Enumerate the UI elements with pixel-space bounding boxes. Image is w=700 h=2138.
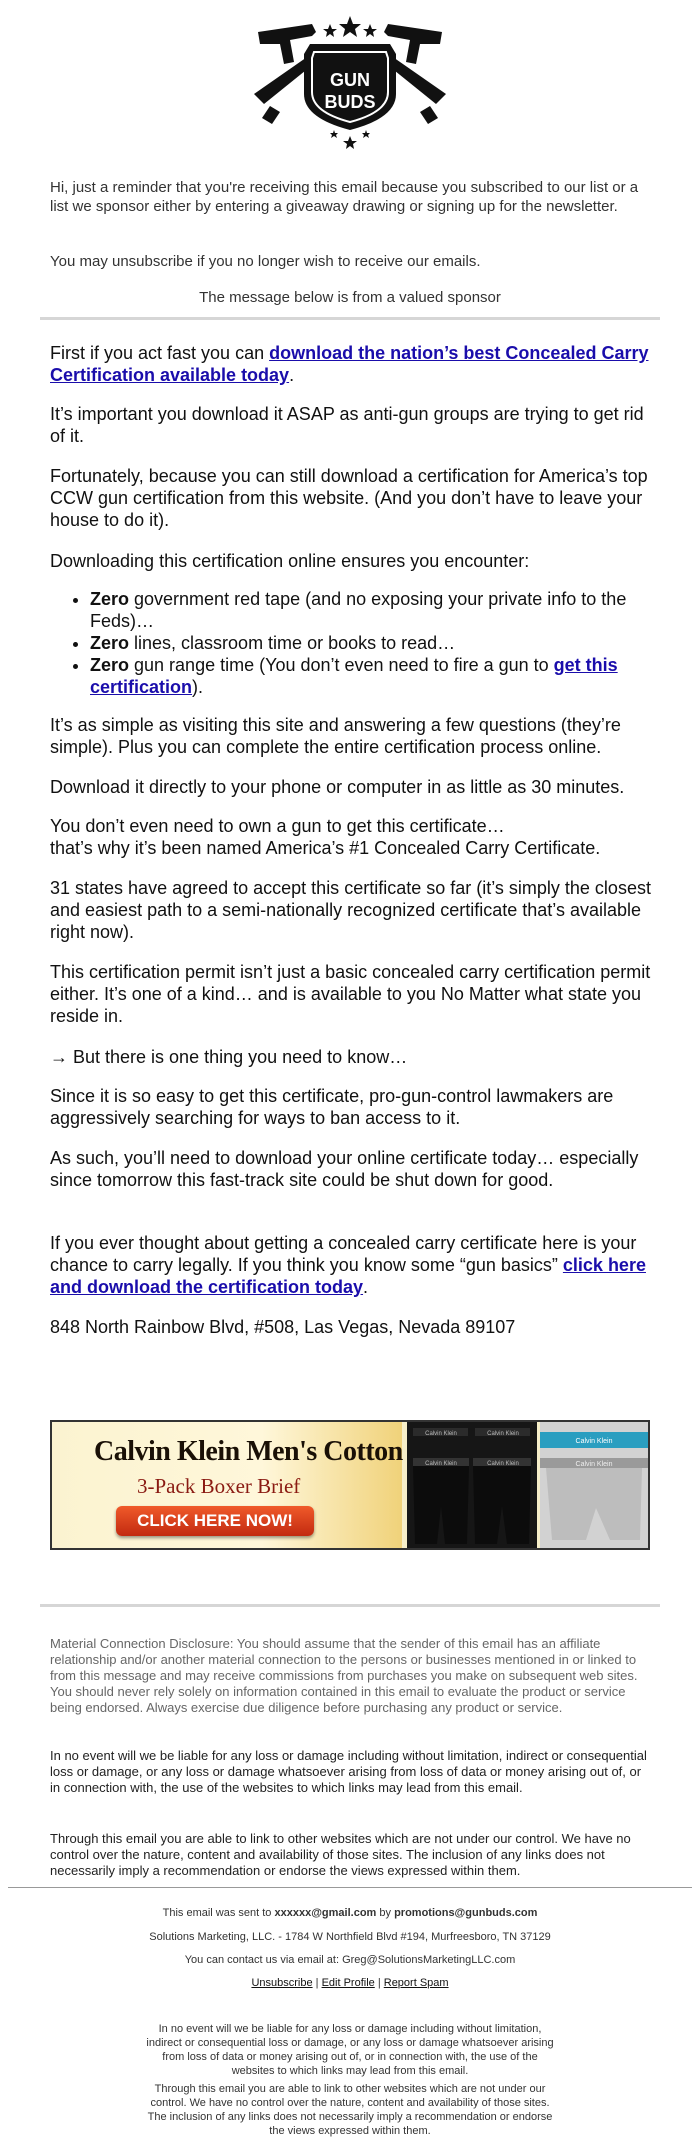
black-boxer-briefs-image <box>407 1422 537 1548</box>
paragraph-7-line-1: You don’t even need to own a gun to get this certificate… <box>50 816 505 836</box>
gun-buds-logo <box>250 14 450 152</box>
ad-title: Calvin Klein Men's Cotton <box>94 1436 403 1467</box>
divider <box>40 1604 660 1607</box>
paragraph-12: As such, you’ll need to download your online certificate today… especially since tomorrow this fast-track site could be shut down for good. <box>50 1148 639 1190</box>
paragraph-11: Since it is so easy to get this certificate, pro-gun-control lawmakers are aggressively searching for ways to ban access to it. <box>50 1086 614 1128</box>
unsubscribe-note: You may unsubscribe if you no longer wish to receive our emails. <box>50 253 481 270</box>
paragraph-4: Downloading this certification online ensures you encounter: <box>50 551 530 571</box>
sender-email: promotions@gunbuds.com <box>394 1907 538 1919</box>
ad-waistband-text: Calvin Klein <box>575 1461 613 1468</box>
sent-to-line <box>140 1906 560 1920</box>
unsubscribe-link[interactable]: Unsubscribe <box>251 1977 313 1989</box>
list-item <box>90 654 655 698</box>
material-connection-disclosure: Material Connection Disclosure: You should assume that the sender of this email has an affiliate relationship and/or another material connection to the persons or businesses mentioned in or linked to from this message and may receive commissions from purchases you make on subsequent web sites. You should never rely solely on information contained in this email to evaluate the product or service being endorsed. Always exercise due diligence before purchasing any product or service. <box>50 1636 638 1715</box>
link-separator: | <box>374 1977 384 1989</box>
list-item <box>90 632 655 654</box>
bullet-text: government red tape (and no exposing your private info to the Feds)… <box>90 589 627 631</box>
get-certification-link[interactable]: get this certification <box>90 655 618 697</box>
ad-waistband-text: Calvin Klein <box>425 1431 457 1437</box>
paragraph-7-line-2: that’s why it’s been named America’s #1 Concealed Carry Certificate. <box>50 838 601 858</box>
sent-prefix: This email was sent to <box>162 1907 275 1919</box>
ad-text-panel <box>52 1422 402 1548</box>
report-spam-link[interactable]: Report Spam <box>383 1977 449 1989</box>
link-separator: | <box>312 1977 322 1989</box>
sponsor-note: The message below is from a valued sponsor <box>199 289 501 306</box>
paragraph-1 <box>50 342 655 386</box>
external-links-disclaimer: Through this email you are able to link to other websites which are not under our control. We have no control over the nature, content and availability of those sites. The inclusion of any links does not necessarily imply a recommendation or endorse the views expressed within them. <box>50 1831 631 1878</box>
paragraph-13-text: If you ever thought about getting a concealed carry certificate here is your chance to carry legally. If you think you know some “gun basics” <box>50 1233 637 1275</box>
paragraph-3: Fortunately, because you can still download a certification for America’s top CCW gun certification from this website. (And you don’t have to leave your house to do it). <box>50 466 648 530</box>
footer-links <box>140 1976 560 1990</box>
sponsor-address: 848 North Rainbow Blvd, #508, Las Vegas, Nevada 89107 <box>50 1317 516 1337</box>
ad-waistband-text: Calvin Klein <box>575 1438 613 1445</box>
footer-divider <box>8 1887 692 1888</box>
recipient-email: xxxxxx@gmail.com <box>274 1907 377 1919</box>
paragraph-6: Download it directly to your phone or computer in as little as 30 minutes. <box>50 777 625 797</box>
ad-waistband-text: Calvin Klein <box>487 1461 519 1467</box>
download-certification-link[interactable]: download the nation’s best Concealed Carry Certification available today <box>50 343 649 385</box>
calvin-klein-ad-banner[interactable] <box>50 1420 650 1550</box>
paragraph-9: This certification permit isn’t just a basic concealed carry certification permit either. It’s one of a kind… and is available to you No Matter what state you reside in. <box>50 962 651 1026</box>
paragraph-1-end: . <box>289 365 295 385</box>
ad-click-here-button[interactable]: CLICK HERE NOW! <box>116 1506 314 1536</box>
paragraph-8: 31 states have agreed to accept this certificate so far (it’s simply the closest and easiest path to a semi-nationally recognized certificate that’s available right now). <box>50 878 651 942</box>
company-address: Solutions Marketing, LLC. - 1784 W Northfield Blvd #194, Murfreesboro, TN 37129 <box>149 1931 551 1943</box>
paragraph-2: It’s important you download it ASAP as anti-gun groups are trying to get rid of it. <box>50 404 644 446</box>
grey-boxer-briefs-image <box>540 1422 648 1548</box>
bullet-text: gun range time (You don’t even need to fire a gun to <box>129 655 554 675</box>
bullet-bold: Zero <box>90 655 130 675</box>
list-item <box>90 588 655 632</box>
ad-waistband-text: Calvin Klein <box>487 1431 519 1437</box>
bullet-bold: Zero <box>90 633 130 653</box>
logo-text-buds: BUDS <box>324 92 376 112</box>
click-here-download-link[interactable]: click here and download the certification today <box>50 1255 646 1297</box>
bullet-text: lines, classroom time or books to read… <box>129 633 456 653</box>
sent-by: by <box>376 1907 395 1919</box>
paragraph-7 <box>50 815 655 859</box>
logo-text-gun: GUN <box>330 70 370 90</box>
bullet-bold: Zero <box>90 589 130 609</box>
small-links-disclaimer: Through this email you are able to link to other websites which are not under our control. We have no control over the nature, content and availability of those sites. The inclusion of any links does not necessarily imply a recommendation or endorse the views expressed within them. <box>147 2083 553 2137</box>
paragraph-10: → But there is one thing you need to know… <box>50 1047 408 1067</box>
contact-line: You can contact us via email at: Greg@SolutionsMarketingLLC.com <box>184 1954 516 1966</box>
paragraph-13-end: . <box>363 1277 369 1297</box>
ad-subtitle: 3-Pack Boxer Brief <box>137 1474 301 1498</box>
bullet-end: ). <box>192 677 204 697</box>
liability-disclaimer: In no event will we be liable for any loss or damage including without limitation, indirect or consequential loss or damage, or any loss or damage whatsoever arising from loss of data or money arising out of, or in connection with, the use of the websites to which links may lead from this email. <box>50 1748 647 1795</box>
subscription-reminder: Hi, just a reminder that you're receiving this email because you subscribed to our list or a list we sponsor either by entering a giveaway drawing or signing up for the newsletter. <box>50 179 639 215</box>
benefit-list <box>50 588 655 698</box>
small-liability-disclaimer: In no event will we be liable for any loss or damage including without limitation, indirect or consequential loss or damage, or any loss or damage whatsoever arising from loss of data or money arising out of, or in connection with, the use of the websites to which links may lead from this email. <box>146 2023 554 2077</box>
divider <box>40 317 660 320</box>
paragraph-5: It’s as simple as visiting this site and answering a few questions (they’re simple). Plus you can complete the entire certification process online. <box>50 715 621 757</box>
paragraph-13 <box>50 1232 655 1298</box>
edit-profile-link[interactable]: Edit Profile <box>321 1977 375 1989</box>
ad-waistband-text: Calvin Klein <box>425 1461 457 1467</box>
paragraph-1-text: First if you act fast you can <box>50 343 270 363</box>
